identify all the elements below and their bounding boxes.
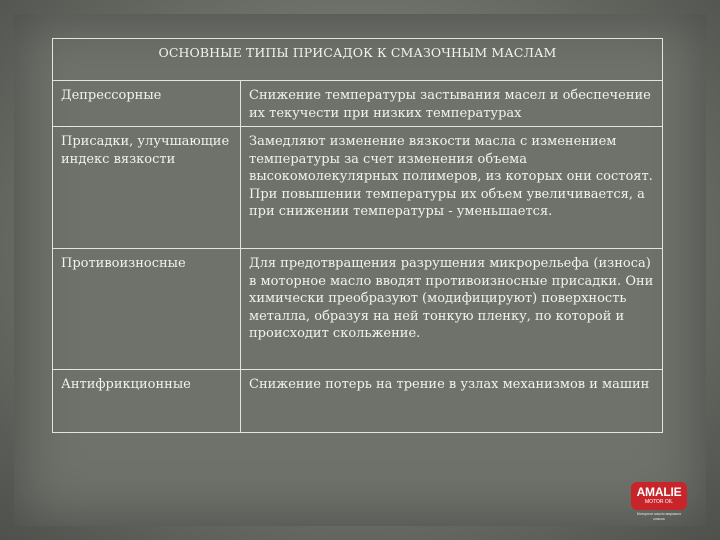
amalie-logo [629, 482, 689, 522]
logo-badge [631, 482, 687, 510]
table-row [53, 249, 663, 370]
logo-brand: AMALIE [636, 485, 682, 499]
table-row [53, 370, 663, 433]
table-title: ОСНОВНЫЕ ТИПЫ ПРИСАДОК К СМАЗОЧНЫМ МАСЛАМ [53, 39, 663, 81]
logo-caption: Моторное масло мирового класса [636, 512, 682, 521]
additive-description-cell: Снижение потерь на трение в узлах механизмов и машин [241, 370, 663, 433]
table-row [53, 81, 663, 127]
logo-subtitle: MOTOR OIL [645, 499, 673, 505]
additives-table [52, 38, 663, 433]
table-row [53, 127, 663, 249]
additive-type-cell: Присадки, улучшающие индекс вязкости [53, 127, 241, 249]
additive-type-cell: Депрессорные [53, 81, 241, 127]
additive-type-cell: Антифрикционные [53, 370, 241, 433]
additive-description-cell: Для предотвращения разрушения микрорельефа (износа) в моторное масло вводят противоизносные присадки. Они химически преобразуют (модифицируют) поверхность металла, образуя на ней тонкую пленку, по которой и происходит скольжение. [241, 249, 663, 370]
table-title-row [53, 39, 663, 81]
additive-type-cell: Противоизносные [53, 249, 241, 370]
additive-description-cell: Замедляют изменение вязкости масла с изменением температуры за счет изменения объема высокомолекулярных полимеров, из которых они состоят. При повышении температуры их объем увеличивается, а при снижении температуры - уменьшается. [241, 127, 663, 249]
additive-description-cell: Снижение температуры застывания масел и обеспечение их текучести при низких температурах [241, 81, 663, 127]
